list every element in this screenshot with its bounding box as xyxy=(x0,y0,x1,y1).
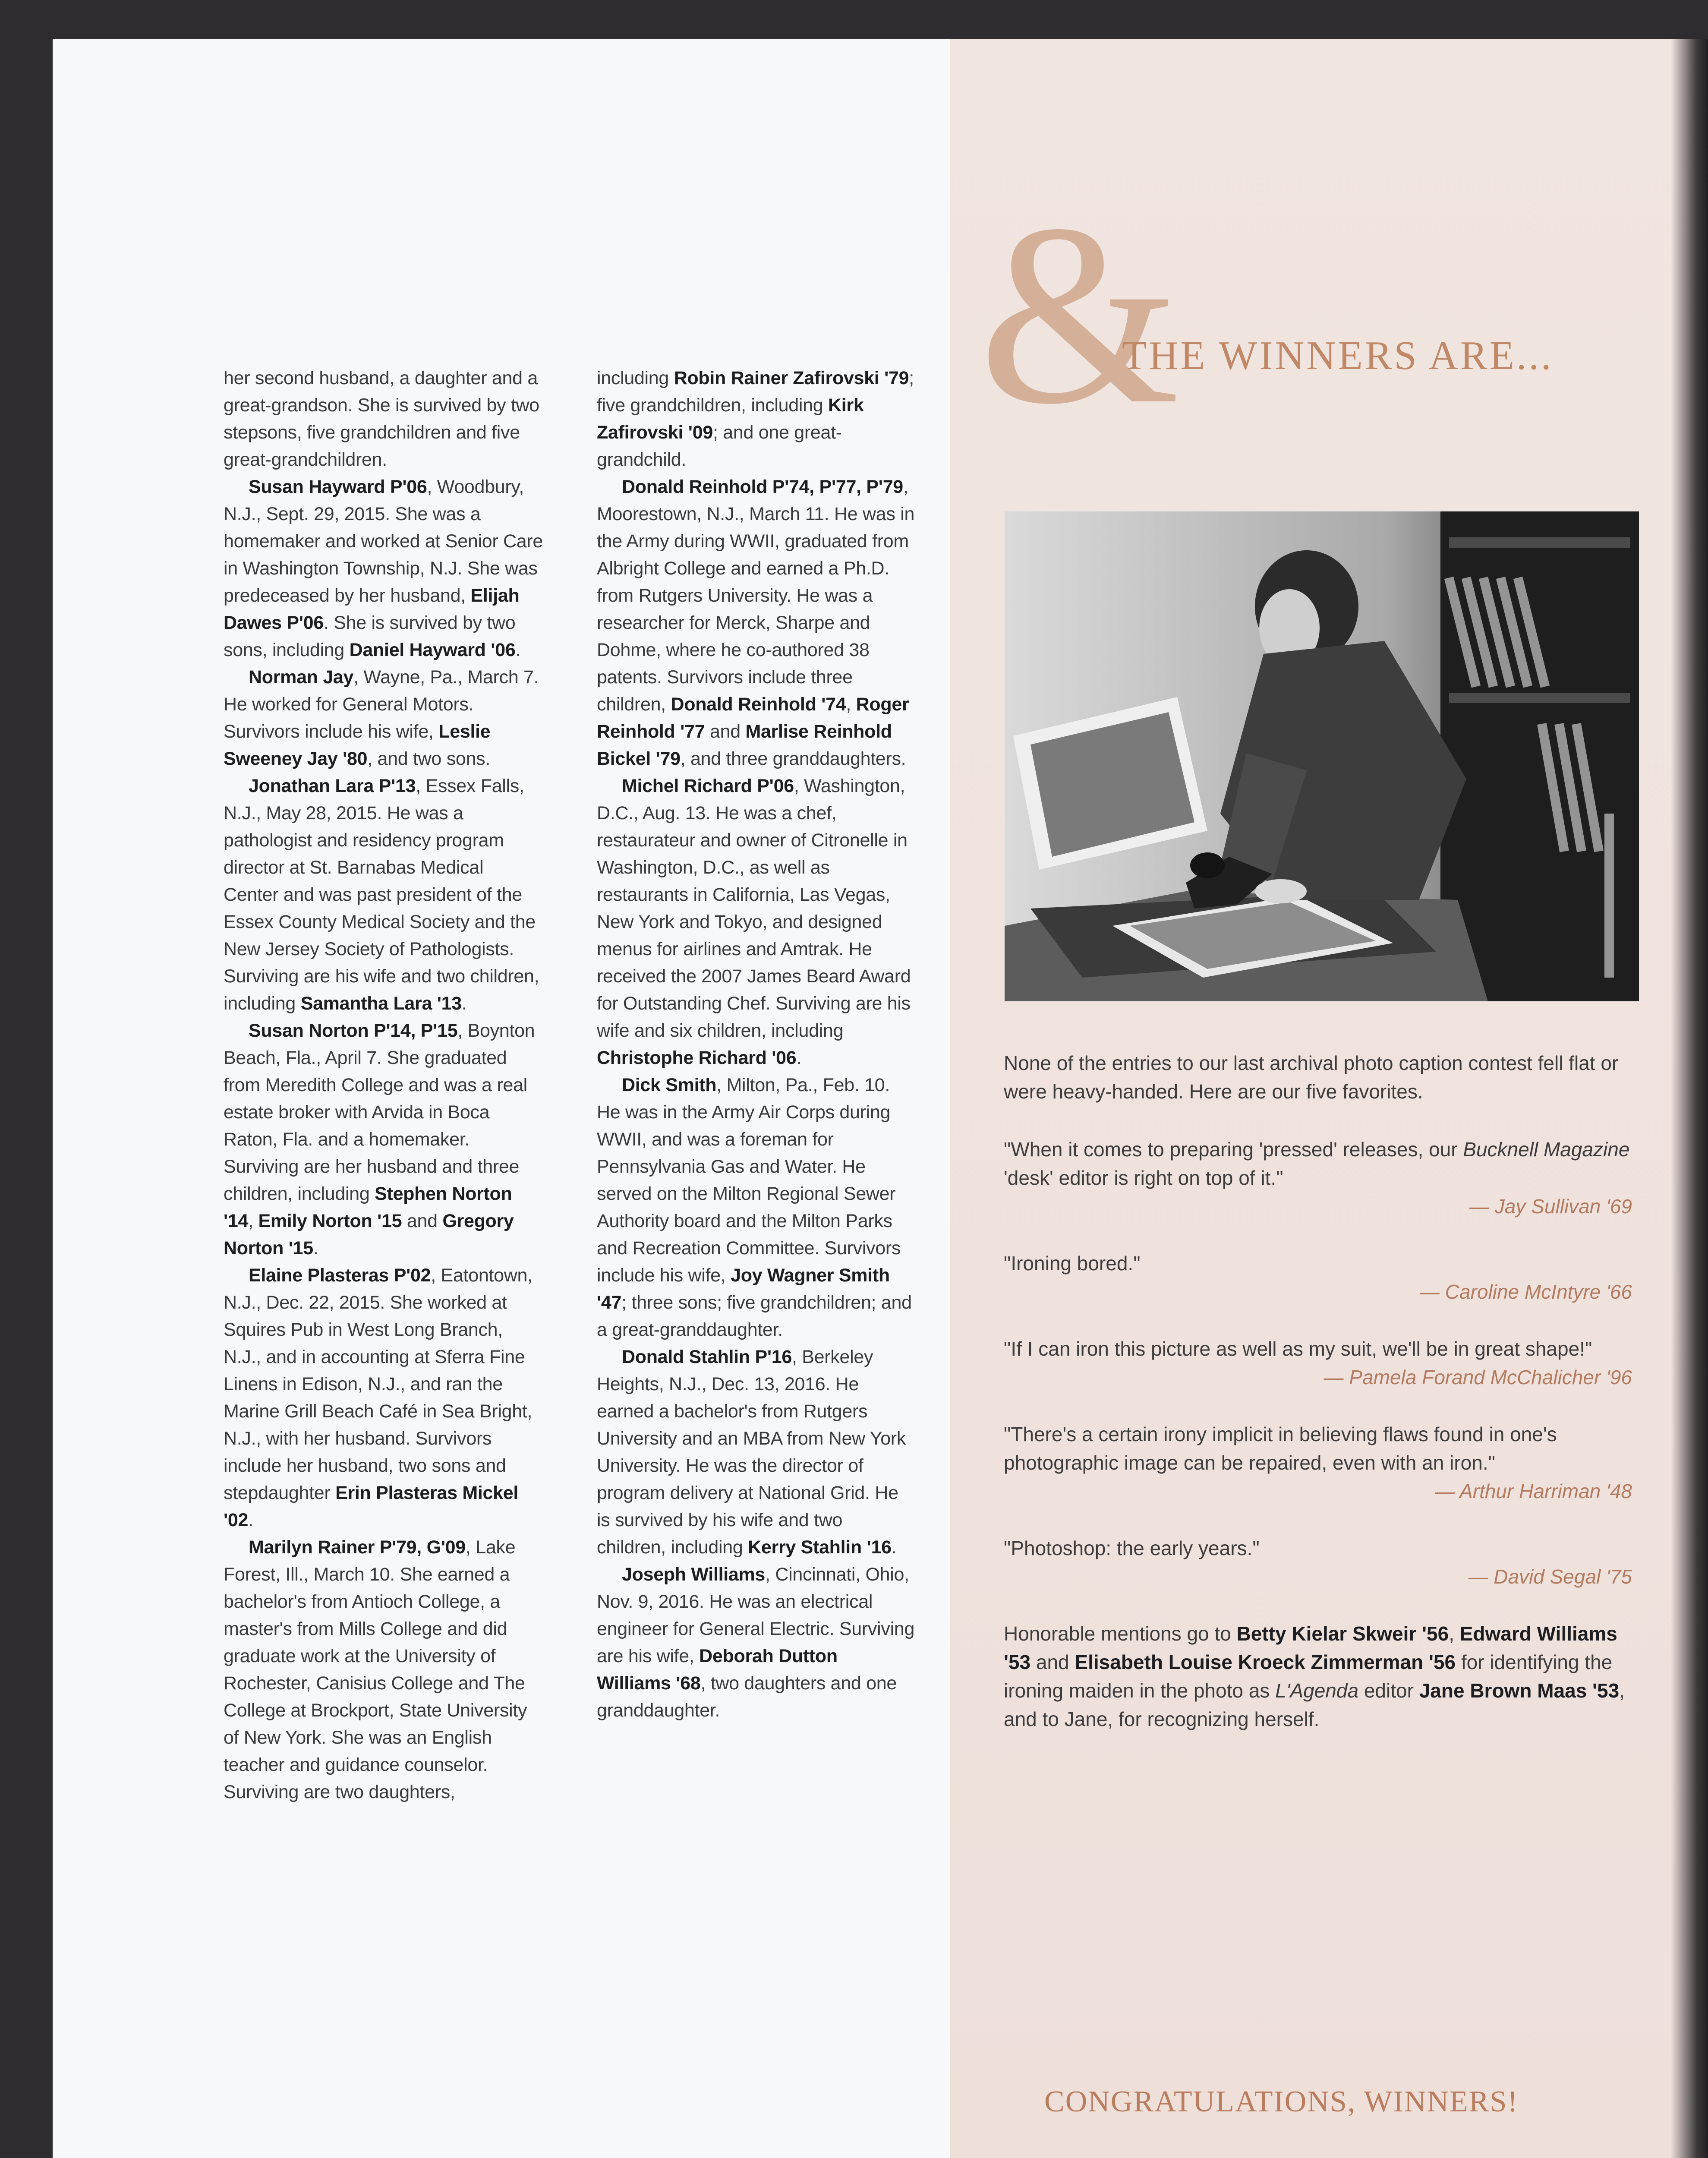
winner-quote-1: "When it comes to preparing 'pressed' releases, our Bucknell Magazine 'desk' editor is right on top of it." xyxy=(1004,1138,1630,1189)
winner-author-5: — David Segal '75 xyxy=(1468,1565,1632,1588)
archival-photo xyxy=(1005,511,1639,1001)
obituary-entry: Jonathan Lara P'13, Essex Falls, N.J., May 28, 2015. He was a pathologist and residency program director at St. Barnabas Medical Center and was past president of the Essex County Medical Society and the New Jersey Society of Pathologists. Surviving are his wife and two children, including Samantha Lara '13. xyxy=(224,776,539,1014)
obituaries-column-1 xyxy=(224,365,543,1806)
winner-quote-2: "Ironing bored." xyxy=(1004,1252,1141,1275)
obituary-entry: Marilyn Rainer P'79, G'09, Lake Forest, Ill., March 10. She earned a bachelor's from Antioch College, a master's from Mills College and did graduate work at the University of Rochester, Canisius College and The College at Brockport, State University of New York. She was an English teacher and guidance counselor. Surviving are two daughters, xyxy=(224,1537,527,1802)
winner-quote-3: "If I can iron this picture as well as my suit, we'll be in great shape!" xyxy=(1004,1338,1592,1360)
winners-text-block xyxy=(1004,1049,1642,1733)
congratulations-heading: CONGRATULATIONS, WINNERS! xyxy=(1044,2085,1519,2118)
obituary-entry: Susan Norton P'14, P'15, Boynton Beach, Fla., April 7. She graduated from Meredith College and was a real estate broker with Arvida in Boca Raton, Fla. and a homemaker. Surviving are her husband and three children, including Stephen Norton '14, Emily Norton '15 and Gregory Norton '15. xyxy=(224,1020,535,1259)
obituary-continuation: her second husband, a daughter and a great-grandson. She is survived by two stepsons, five grandchildren and five great-grandchildren. xyxy=(224,368,539,470)
winner-author-2: — Caroline McIntyre '66 xyxy=(1420,1281,1632,1303)
honorable-mentions: Honorable mentions go to Betty Kielar Skweir '56, Edward Williams '53 and Elisabeth Louise Kroeck Zimmerman '56 for identifying the ironing maiden in the photo as L'Agenda editor Jane Brown Maas '53, and to Jane, for recognizing herself. xyxy=(1004,1622,1625,1730)
winner-author-1: — Jay Sullivan '69 xyxy=(1469,1195,1632,1218)
obituary-entry: Elaine Plasteras P'02, Eatontown, N.J., Dec. 22, 2015. She worked at Squires Pub in West Long Branch, N.J., and in accounting at Sferra Fine Linens in Edison, N.J., and ran the Marine Grill Beach Café in Sea Bright, N.J., with her husband. Survivors include her husband, two sons and stepdaughter Erin Plasteras Mickel '02. xyxy=(224,1265,533,1530)
obituary-entry: Susan Hayward P'06, Woodbury, N.J., Sept. 29, 2015. She was a homemaker and worked at Senior Care in Washington Township, N.J. She was predeceased by her husband, Elijah Dawes P'06. She is survived by two sons, including Daniel Hayward '06. xyxy=(224,476,543,660)
section-title: THE WINNERS ARE... xyxy=(1122,333,1554,378)
winner-author-4: — Arthur Harriman '48 xyxy=(1435,1480,1632,1502)
ironing-photo-illustration xyxy=(1005,511,1639,1001)
obituaries-column-2 xyxy=(597,365,916,1724)
obituary-entry: Donald Stahlin P'16, Berkeley Heights, N.J., Dec. 13, 2016. He earned a bachelor's from Rutgers University and an MBA from New York University. He was the director of program delivery at National Grid. He is survived by his wife and two children, including Kerry Stahlin '16. xyxy=(597,1347,906,1558)
winner-author-3: — Pamela Forand McChalicher '96 xyxy=(1324,1366,1632,1388)
svg-text:&: & xyxy=(979,186,1180,427)
ampersand-icon xyxy=(975,186,1191,427)
obituary-entry: Norman Jay, Wayne, Pa., March 7. He worked for General Motors. Survivors include his wife, Leslie Sweeney Jay '80, and two sons. xyxy=(224,667,539,769)
obituary-entry: Joseph Williams, Cincinnati, Ohio, Nov. 9, 2016. He was an electrical engineer for General Electric. Surviving are his wife, Deborah Dutton Williams '68, two daughters and one granddaughter. xyxy=(597,1564,915,1721)
obituary-entry: Dick Smith, Milton, Pa., Feb. 10. He was in the Army Air Corps during WWII, and was a foreman for Pennsylvania Gas and Water. He served on the Milton Regional Sewer Authority board and the Milton Parks and Recreation Committee. Survivors include his wife, Joy Wagner Smith '47; three sons; five grandchildren; and a great-granddaughter. xyxy=(597,1075,912,1340)
obituary-entry: Michel Richard P'06, Washington, D.C., Aug. 13. He was a chef, restaurateur and owner of Citronelle in Washington, D.C., as well as restaurants in California, Las Vegas, New York and Tokyo, and designed menus for airlines and Amtrak. He received the 2007 James Beard Award for Outstanding Chef. Surviving are his wife and six children, including Christophe Richard '06. xyxy=(597,776,911,1068)
winner-quote-4: "There's a certain irony implicit in believing flaws found in one's photographic image can be repaired, even with an iron." xyxy=(1004,1423,1557,1474)
obituary-entry: Donald Reinhold P'74, P'77, P'79, Moorestown, N.J., March 11. He was in the Army during WWII, graduated from Albright College and earned a Ph.D. from Rutgers University. He was a researcher for Merck, Sharpe and Dohme, where he co-authored 38 patents. Survivors include three children, Donald Reinhold '74, Roger Reinhold '77 and Marlise Reinhold Bickel '79, and three granddaughters. xyxy=(597,476,915,769)
page-edge-shadow xyxy=(1671,39,1708,2158)
winner-quote-5: "Photoshop: the early years." xyxy=(1004,1537,1260,1559)
winners-intro: None of the entries to our last archival photo caption contest fell flat or were heavy-handed. Here are our five favorites. xyxy=(1004,1052,1619,1103)
obituary-continuation: including Robin Rainer Zafirovski '79; five grandchildren, including Kirk Zafirovski '09; and one great-grandchild. xyxy=(597,368,914,470)
